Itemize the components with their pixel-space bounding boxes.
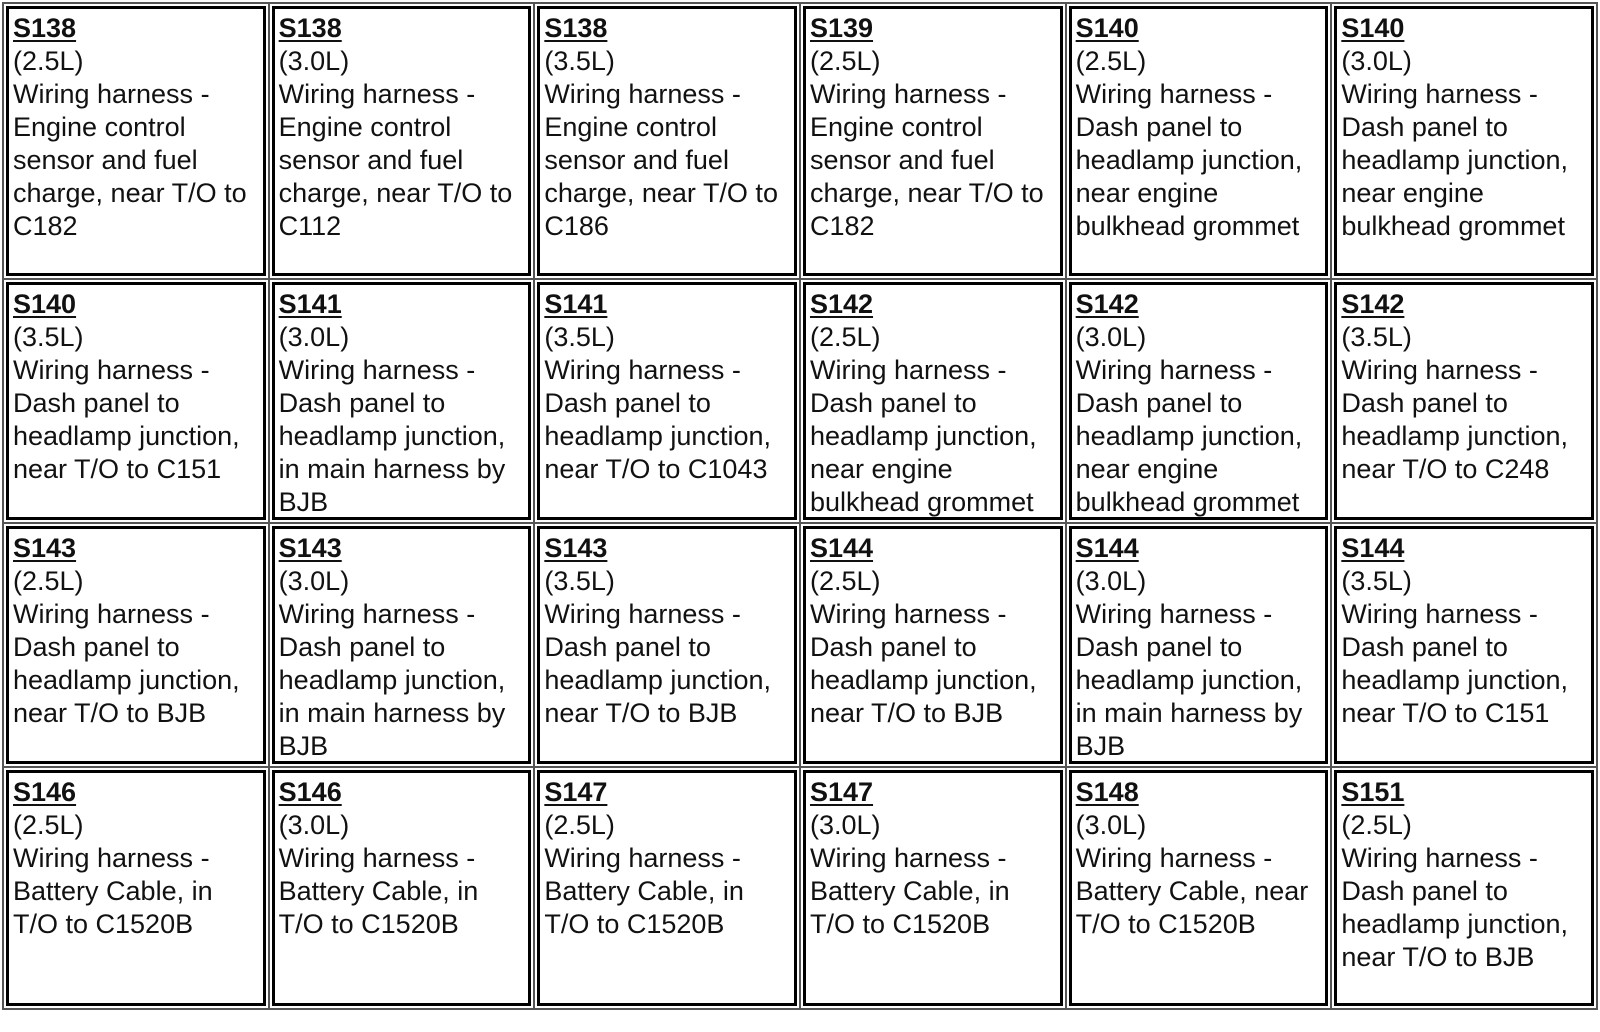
- engine-variant: (3.5L): [13, 322, 84, 352]
- splice-description: Wiring harness - Engine control sensor and fuel charge, near T/O to C112: [278, 79, 513, 241]
- table-cell: [803, 770, 1063, 1006]
- engine-variant: (2.5L): [13, 810, 84, 840]
- splice-id: S140: [1341, 13, 1405, 43]
- engine-variant: (3.0L): [278, 46, 350, 76]
- table-cell: [1334, 770, 1594, 1006]
- splice-id: S144: [1341, 533, 1405, 563]
- splice-description: Wiring harness - Engine control sensor and fuel charge, near T/O to C182: [13, 79, 247, 241]
- splice-id: S139: [809, 13, 874, 43]
- engine-variant: (2.5L): [809, 322, 881, 352]
- engine-variant: (3.5L): [544, 566, 615, 596]
- splice-id: S142: [1075, 289, 1139, 319]
- engine-variant: (3.5L): [1341, 566, 1412, 596]
- engine-variant: (2.5L): [809, 46, 881, 76]
- table-cell: [272, 282, 532, 520]
- splice-description: Wiring harness - Battery Cable, near T/O to C1520B: [1075, 843, 1309, 939]
- engine-variant: (2.5L): [809, 566, 881, 596]
- splice-id: S144: [809, 533, 874, 563]
- splice-description: Wiring harness - Battery Cable, in T/O to C1520B: [13, 843, 213, 939]
- splice-description: Wiring harness - Dash panel to headlamp junction, near T/O to BJB: [809, 599, 1037, 728]
- table-cell: [1069, 770, 1329, 1006]
- splice-id: S146: [278, 777, 342, 807]
- engine-variant: (2.5L): [1075, 46, 1147, 76]
- splice-id: S144: [1075, 533, 1139, 563]
- splice-description: Wiring harness - Dash panel to headlamp junction, near T/O to BJB: [1341, 843, 1568, 972]
- table-cell: [537, 770, 797, 1006]
- splice-description: Wiring harness - Dash panel to headlamp junction, near T/O to BJB: [13, 599, 240, 728]
- splice-description: Wiring harness - Engine control sensor and fuel charge, near T/O to C182: [809, 79, 1044, 241]
- splice-description: Wiring harness - Dash panel to headlamp junction, near engine bulkhead grommet: [1075, 355, 1303, 517]
- splice-id: S148: [1075, 777, 1139, 807]
- table-cell: [272, 6, 532, 276]
- table-cell: [6, 526, 266, 764]
- splice-description: Wiring harness - Battery Cable, in T/O to C1520B: [809, 843, 1010, 939]
- table-cell: [1334, 526, 1594, 764]
- splice-description: Wiring harness - Dash panel to headlamp junction, near T/O to C1043: [544, 355, 771, 484]
- splice-id: S142: [1341, 289, 1405, 319]
- engine-variant: (3.5L): [1341, 322, 1412, 352]
- splice-description: Wiring harness - Dash panel to headlamp junction, near T/O to C151: [1341, 599, 1568, 728]
- splice-id: S143: [278, 533, 342, 563]
- splice-description: Wiring harness - Dash panel to headlamp junction, near T/O to BJB: [544, 599, 771, 728]
- engine-variant: (3.0L): [1075, 566, 1147, 596]
- splice-description: Wiring harness - Dash panel to headlamp junction, in main harness by BJB: [1075, 599, 1303, 761]
- splice-description: Wiring harness - Engine control sensor and fuel charge, near T/O to C186: [544, 79, 778, 241]
- table-cell: [1334, 6, 1594, 276]
- splice-id: S140: [13, 289, 77, 319]
- table-cell: [537, 282, 797, 520]
- engine-variant: (3.0L): [278, 566, 350, 596]
- engine-variant: (2.5L): [544, 810, 615, 840]
- splice-id: S147: [809, 777, 874, 807]
- table-cell: [1334, 282, 1594, 520]
- table-cell: [1069, 526, 1329, 764]
- table-cell: [6, 770, 266, 1006]
- splice-id: S138: [278, 13, 342, 43]
- splice-id: S146: [13, 777, 77, 807]
- splice-id: S143: [544, 533, 608, 563]
- splice-location-table: [6, 6, 1594, 1006]
- engine-variant: (3.0L): [1075, 810, 1147, 840]
- splice-id: S141: [278, 289, 342, 319]
- splice-description: Wiring harness - Dash panel to headlamp junction, in main harness by BJB: [278, 599, 506, 761]
- table-cell: [1069, 6, 1329, 276]
- table-cell: [537, 6, 797, 276]
- engine-variant: (2.5L): [13, 46, 84, 76]
- engine-variant: (3.0L): [278, 810, 350, 840]
- splice-description: Wiring harness - Battery Cable, in T/O to C1520B: [544, 843, 744, 939]
- splice-id: S142: [809, 289, 874, 319]
- table-cell: [803, 282, 1063, 520]
- engine-variant: (3.0L): [1341, 46, 1412, 76]
- splice-description: Wiring harness - Battery Cable, in T/O to C1520B: [278, 843, 479, 939]
- splice-description: Wiring harness - Dash panel to headlamp junction, in main harness by BJB: [278, 355, 506, 517]
- table-cell: [272, 526, 532, 764]
- engine-variant: (3.0L): [1075, 322, 1147, 352]
- engine-variant: (3.5L): [544, 46, 615, 76]
- table-cell: [6, 6, 266, 276]
- engine-variant: (3.5L): [544, 322, 615, 352]
- table-cell: [272, 770, 532, 1006]
- table-cell: [6, 282, 266, 520]
- engine-variant: (3.0L): [278, 322, 350, 352]
- splice-id: S138: [544, 13, 608, 43]
- splice-description: Wiring harness - Dash panel to headlamp junction, near engine bulkhead grommet: [1075, 79, 1303, 241]
- table-cell: [803, 6, 1063, 276]
- table-cell: [1069, 282, 1329, 520]
- table-cell: [537, 526, 797, 764]
- engine-variant: (3.0L): [809, 810, 881, 840]
- splice-id: S140: [1075, 13, 1139, 43]
- table-cell: [803, 526, 1063, 764]
- splice-id: S141: [544, 289, 608, 319]
- splice-description: Wiring harness - Dash panel to headlamp junction, near T/O to C151: [13, 355, 240, 484]
- splice-description: Wiring harness - Dash panel to headlamp junction, near engine bulkhead grommet: [809, 355, 1037, 517]
- splice-description: Wiring harness - Dash panel to headlamp junction, near engine bulkhead grommet: [1341, 79, 1568, 241]
- engine-variant: (2.5L): [1341, 810, 1412, 840]
- splice-id: S147: [544, 777, 608, 807]
- splice-description: Wiring harness - Dash panel to headlamp junction, near T/O to C248: [1341, 355, 1568, 484]
- splice-id: S138: [13, 13, 77, 43]
- splice-id: S151: [1341, 777, 1405, 807]
- splice-id: S143: [13, 533, 77, 563]
- engine-variant: (2.5L): [13, 566, 84, 596]
